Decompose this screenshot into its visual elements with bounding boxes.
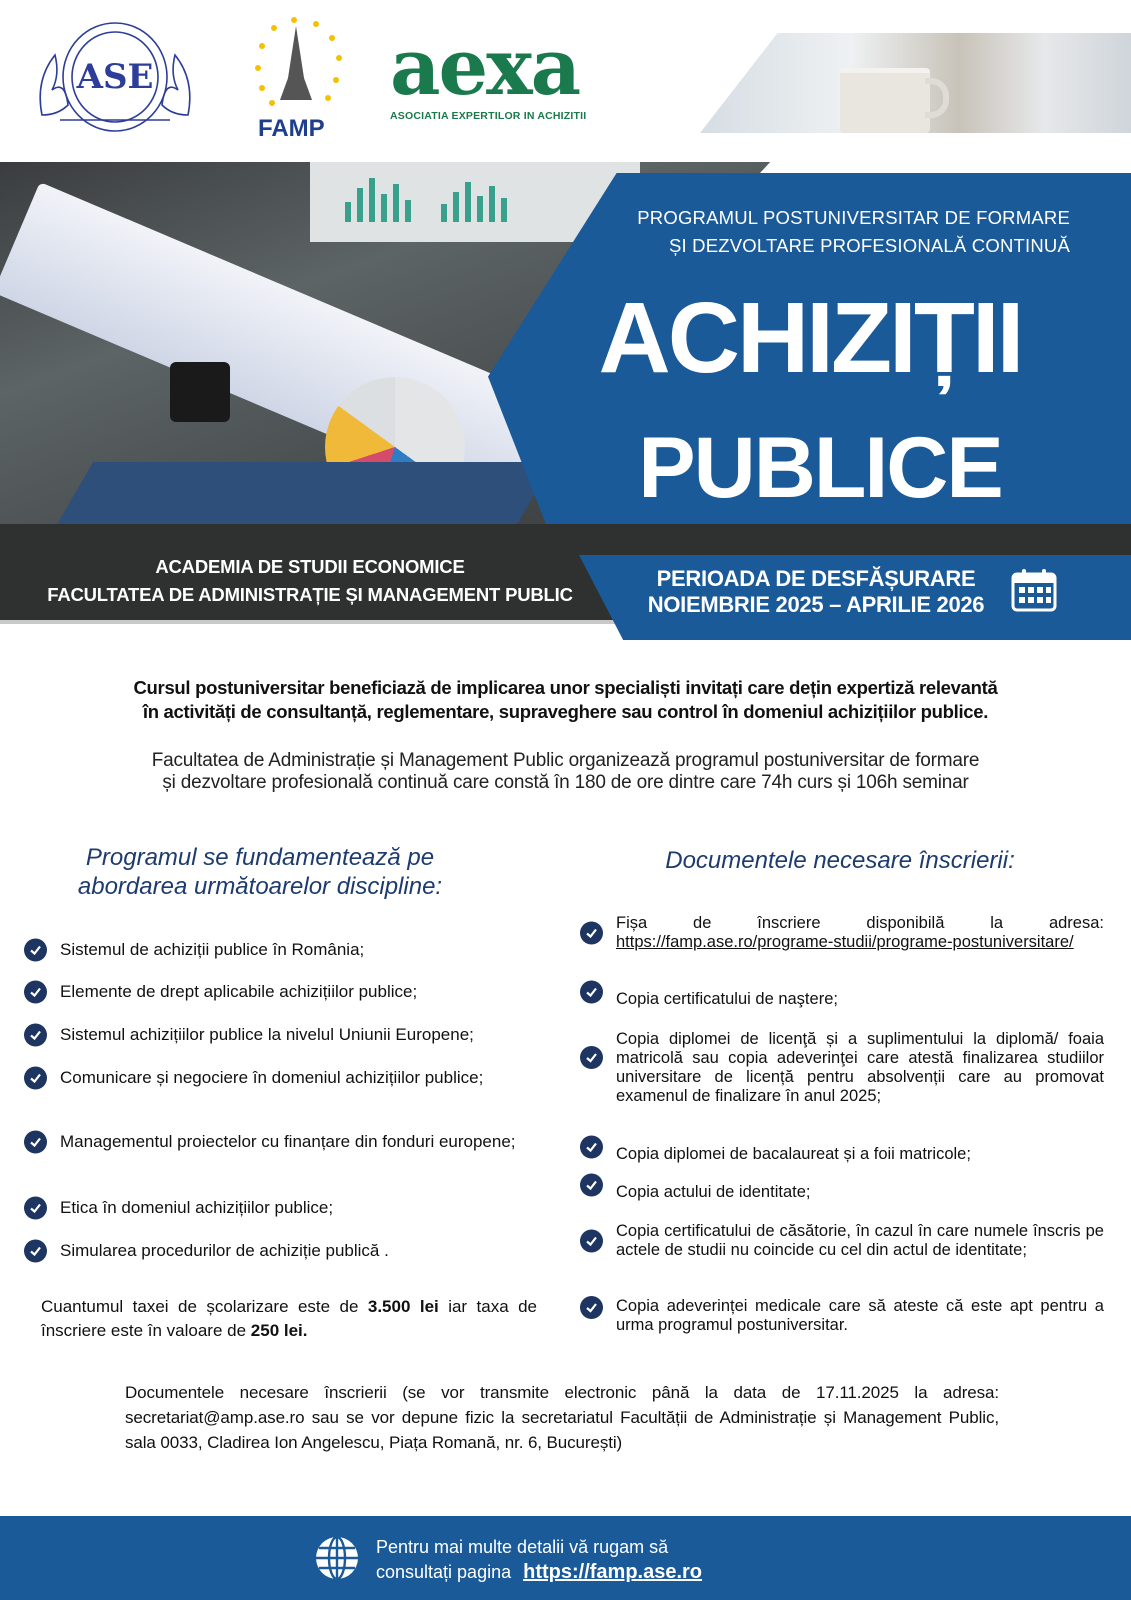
list-item [24,1025,526,1045]
fee-text-a: Cuantumul taxei de școlarizare este de [41,1297,368,1316]
aexa-tagline: ASOCIATIA EXPERTILOR IN ACHIZITII [390,110,587,122]
list-item [24,982,526,1002]
fee-text-b: iar taxa de înscriere este în valoare de [41,1297,538,1340]
list-item [24,1068,526,1088]
famp-label: FAMP [258,115,325,142]
academy-name: ACADEMIA DE STUDII ECONOMICE [155,556,465,577]
intro-highlight-line-2: în activități de consultanță, reglementare, supraveghere sau control în domeniul achizițiilor publice. [142,701,989,722]
check-icon [580,1296,603,1319]
registration-fee: 250 lei. [250,1321,308,1340]
document-text: Copia diplomei de licenţă și a suplimentului la diplomă/ foaia matricolă sau copia adeverinţei care atestă finalizarea studiilor universitare de licență pentru absolvenții care au promovat examenul de finalizare în anul 2025; [616,1030,1104,1105]
check-icon [24,1024,47,1047]
svg-text:ASE: ASE [76,57,154,97]
period-label: PERIOADA DE DESFĂȘURARE [656,566,976,591]
famp-logo [236,8,356,143]
check-icon [24,1131,47,1154]
faculty-name: FACULTATEA DE ADMINISTRAȚIE ȘI MANAGEMENT PUBLIC [47,584,573,605]
check-icon [580,981,603,1004]
clipboard-image [170,362,230,422]
discipline-text: Simularea procedurilor de achiziție publică . [60,1241,389,1260]
band-divider [0,620,625,624]
check-icon [24,1197,47,1220]
discipline-text: Comunicare și negociere în domeniul achizițiilor publice; [60,1068,484,1087]
list-item [580,1145,1104,1164]
disciplines-heading-line-1: Programul se fundamentează pe [85,844,435,871]
list-item [24,940,526,960]
check-icon [580,1046,603,1069]
list-item [580,914,1104,952]
check-icon [580,922,603,945]
period-text [624,566,1008,618]
list-item [24,1241,526,1261]
intro-description-line-2: și dezvoltare profesională continuă care constă în 180 de ore dintre care 74h curs și 106h seminar [162,772,969,793]
list-item [580,1297,1104,1335]
check-icon [24,981,47,1004]
laptop-chart-image [345,172,605,222]
check-icon [24,939,47,962]
disciplines-heading [20,843,500,901]
document-text: Copia adeverinței medicale care să ateste că este apt pentru a urma programul postuniversitar. [616,1297,1104,1334]
aexa-logo [390,22,640,133]
list-item [24,1198,526,1218]
document-text: Fișa de înscriere disponibilă la adresa: [616,914,1104,932]
check-icon [580,1174,603,1197]
discipline-text: Elemente de drept aplicabile achizițiilor publice; [60,982,418,1001]
program-subtitle [600,204,1070,260]
intro-highlight [20,676,1111,724]
ase-logo [30,20,200,135]
footer-line-2: consultați pagina [376,1562,512,1582]
intro-highlight-line-1: Cursul postuniversitar beneficiază de implicarea unor specialiști invitați care dețin expertiză relevantă [133,677,998,698]
check-icon [580,1230,603,1253]
list-item [580,1183,1104,1202]
disciplines-heading-line-2: abordarea următoarelor discipline: [77,873,443,900]
check-icon [24,1240,47,1263]
documents-heading: Documentele necesare înscrierii: [665,847,1015,874]
discipline-text: Managementul proiectelor cu finanțare din fonduri europene; [60,1132,516,1151]
globe-icon [314,1535,360,1581]
list-item [580,1222,1104,1260]
list-item [580,1030,1104,1106]
check-icon [24,1067,47,1090]
document-text: Copia actului de identitate; [616,1183,811,1201]
document-text: Copia certificatului de naştere; [616,990,838,1008]
aexa-wordmark: aexa [390,22,580,113]
mug-image [840,68,930,133]
fee-info [41,1295,537,1343]
submission-note: Documentele necesare înscrierii (se vor transmite electronic până la data de 17.11.2025 la adresa: secretariat@amp.ase.ro sau se vor depune fizic la secretariatul Facultății de Administrație și Management Public, sala 0033, Cladirea Ion Angelescu, Piața Romană, nr. 6, București) [125,1383,999,1452]
period-dates: NOIEMBRIE 2025 – APRILIE 2026 [647,592,985,617]
intro-description [20,750,1111,794]
website-link[interactable]: https://famp.ase.ro [523,1561,703,1583]
footer-line-1: Pentru mai multe detalii vă rugam să [376,1537,669,1557]
subtitle-line-2: ȘI DEZVOLTARE PROFESIONALĂ CONTINUĂ [668,235,1070,256]
check-icon [580,1136,603,1159]
page-title-line-1: ACHIZIȚII [598,282,1022,394]
document-text: Copia diplomei de bacalaureat și a foii matricole; [616,1145,971,1163]
institution-name [10,553,610,609]
calendar-icon [1011,568,1057,612]
page-title-line-2: PUBLICE [638,420,1002,516]
discipline-text: Sistemul de achiziții publice în România; [60,940,365,959]
list-item [24,1132,526,1152]
tuition-fee: 3.500 lei [367,1297,439,1316]
subtitle-line-1: PROGRAMUL POSTUNIVERSITAR DE FORMARE [637,207,1070,228]
discipline-text: Sistemul achizițiilor publice la nivelul Uniunii Europene; [60,1025,474,1044]
registration-form-link[interactable]: https://famp.ase.ro/programe-studii/programe-postuniversitare/ [616,933,1074,951]
document-image [47,462,553,524]
intro-description-line-1: Facultatea de Administrație și Management Public organizează programul postuniversitar de formare [151,750,980,771]
discipline-text: Etica în domeniul achizițiilor publice; [60,1198,334,1217]
list-item [580,990,1104,1009]
white-corner [760,133,1131,173]
document-text: Copia certificatului de căsătorie, în cazul în care numele înscris pe actele de studii nu coincide cu cel din actul de identitate; [616,1222,1104,1259]
footer-text [376,1535,702,1585]
